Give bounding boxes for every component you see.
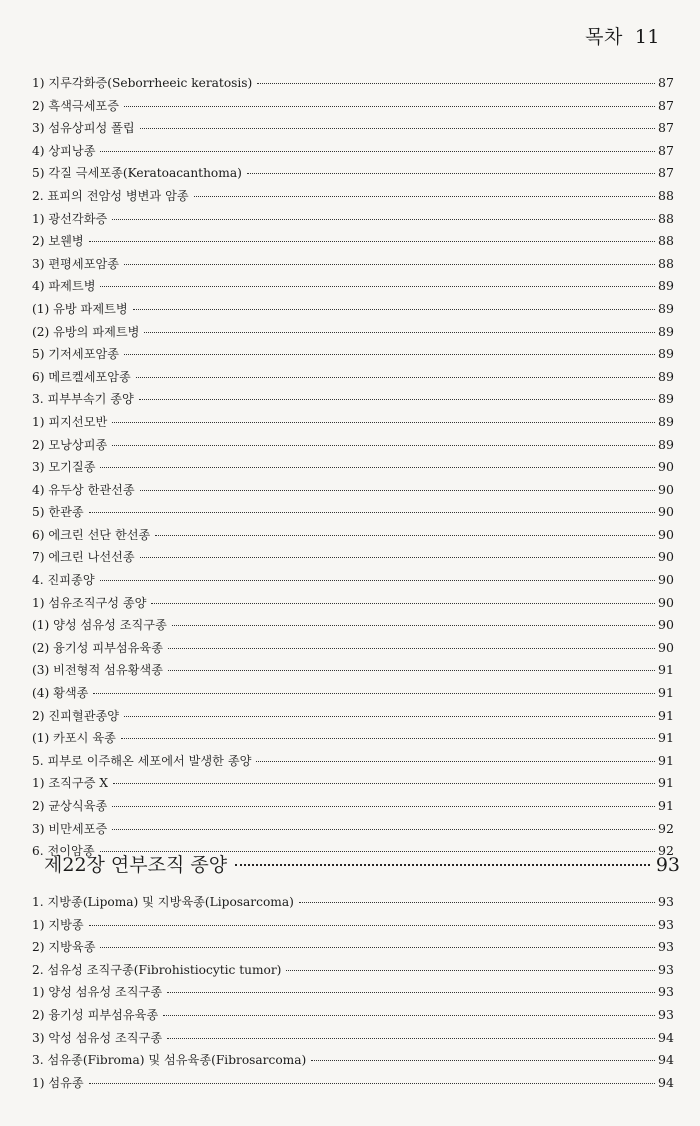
dot-leader: [299, 902, 655, 903]
dot-leader: [112, 806, 655, 807]
dot-leader: [89, 241, 655, 242]
toc-entry-page: 89: [658, 413, 674, 429]
toc-entry: [32, 707, 672, 730]
page-number: 11: [634, 26, 660, 48]
toc-entry: [32, 413, 672, 436]
dot-leader: [136, 377, 655, 378]
toc-entry: [32, 571, 672, 594]
toc-entry-page: 93: [658, 984, 674, 1000]
dot-leader: [112, 445, 655, 446]
toc-entry-page: 87: [658, 120, 674, 136]
toc-entry-page: 91: [658, 752, 674, 768]
toc-entry: [32, 938, 672, 961]
toc-entry-page: 93: [658, 939, 674, 955]
toc-entry-page: 93: [658, 961, 674, 977]
toc-entry-page: 90: [658, 459, 674, 475]
toc-list-bottom: [32, 893, 672, 1096]
toc-entry-title: 3) 악성 섬유성 조직구종: [32, 1030, 163, 1045]
toc-entry-title: 3) 편평세포암종: [32, 256, 120, 271]
toc-entry-title: 4) 상피낭종: [32, 143, 96, 158]
toc-entry: [32, 436, 672, 459]
toc-entry-title: 6) 메르켈세포암종: [32, 369, 131, 384]
dot-leader: [167, 992, 655, 993]
toc-entry: [32, 661, 672, 684]
toc-entry: [32, 729, 672, 752]
toc-entry: [32, 526, 672, 549]
toc-entry-title: 2) 보웬병: [32, 234, 84, 249]
toc-entry-title: 7) 에크린 나선선종: [32, 550, 135, 565]
toc-entry: [32, 797, 672, 820]
toc-entry-page: 89: [658, 436, 674, 452]
toc-entry-title: 2. 표피의 전암성 병변과 암종: [32, 188, 189, 203]
dot-leader: [124, 354, 655, 355]
toc-entry-title: 5) 각질 극세포종(Keratoacanthoma): [32, 166, 242, 181]
dot-leader: [100, 947, 655, 948]
toc-entry: [32, 97, 672, 120]
toc-entry: [32, 74, 672, 97]
toc-entry: [32, 594, 672, 617]
toc-entry: [32, 368, 672, 391]
toc-entry-page: 92: [658, 820, 674, 836]
page-header: [585, 22, 660, 49]
dot-leader: [163, 1015, 655, 1016]
toc-entry-page: 90: [658, 504, 674, 520]
toc-entry-title: 2) 진피혈관종양: [32, 708, 120, 723]
toc-entry-page: 89: [658, 391, 674, 407]
toc-entry: [32, 323, 672, 346]
toc-entry-page: 90: [658, 572, 674, 588]
dot-leader: [113, 783, 655, 784]
toc-entry-title: 3) 모기질종: [32, 460, 96, 475]
dot-leader: [257, 83, 655, 84]
toc-entry-page: 93: [658, 1006, 674, 1022]
toc-entry-title: 1. 지방종(Lipoma) 및 지방육종(Liposarcoma): [32, 895, 294, 909]
toc-entry-title: 2. 섬유성 조직구종(Fibrohistiocytic tumor): [32, 962, 282, 977]
toc-entry: [32, 1006, 672, 1029]
toc-entry-page: 87: [658, 142, 674, 158]
toc-entry: [32, 916, 672, 939]
toc-entry-title: (1) 유방 파제트병: [32, 301, 128, 316]
toc-entry-page: 87: [658, 165, 674, 181]
dot-leader: [140, 557, 655, 558]
dot-leader: [286, 970, 655, 971]
toc-entry-title: 5. 피부로 이주해온 세포에서 발생한 종양: [32, 753, 252, 768]
toc-entry-page: 89: [658, 368, 674, 384]
chapter-heading: [44, 850, 680, 884]
dot-leader: [112, 422, 655, 423]
toc-entry-page: 88: [658, 233, 674, 249]
dot-leader: [121, 738, 655, 739]
dot-leader: [124, 106, 655, 107]
toc-entry: [32, 961, 672, 984]
dot-leader: [172, 625, 655, 626]
toc-entry: [32, 345, 672, 368]
toc-entry-title: (2) 유방의 파제트병: [32, 324, 140, 339]
toc-entry-title: 3) 비만세포증: [32, 821, 108, 836]
toc-entry-title: 1) 섬유종: [32, 1075, 84, 1090]
dot-leader: [93, 693, 655, 694]
toc-entry: [32, 684, 672, 707]
toc-entry: [32, 210, 672, 233]
section-label: 목차: [585, 26, 623, 48]
dot-leader: [155, 535, 655, 536]
toc-entry-page: 87: [658, 97, 674, 113]
dot-leader: [89, 925, 655, 926]
chapter-page: 93: [655, 854, 680, 876]
dot-leader: [140, 490, 655, 491]
toc-entry-page: 87: [658, 75, 674, 90]
dot-leader: [168, 648, 655, 649]
toc-entry: [32, 752, 672, 775]
toc-list-top: [32, 74, 672, 865]
toc-entry-page: 88: [658, 187, 674, 203]
dot-leader: [139, 399, 655, 400]
toc-entry-page: 91: [658, 707, 674, 723]
toc-entry: [32, 458, 672, 481]
toc-entry: [32, 548, 672, 571]
dot-leader: [100, 467, 655, 468]
toc-entry: [32, 277, 672, 300]
toc-entry-page: 91: [658, 775, 674, 791]
toc-entry-title: 1) 광선각화증: [32, 211, 108, 226]
dot-leader: [311, 1060, 655, 1061]
toc-entry-title: 4) 유두상 한관선종: [32, 482, 135, 497]
dot-leader: [194, 196, 655, 197]
toc-entry-page: 93: [658, 894, 674, 909]
toc-entry-title: 3. 피부부속기 종양: [32, 392, 134, 407]
dot-leader: [124, 264, 655, 265]
toc-entry: [32, 481, 672, 504]
toc-entry: [32, 983, 672, 1006]
toc-entry-page: 92: [658, 843, 674, 859]
toc-entry-page: 94: [658, 1052, 674, 1068]
toc-entry-page: 90: [658, 617, 674, 633]
dot-leader: [247, 173, 655, 174]
dot-leader: [112, 219, 655, 220]
dot-leader: [100, 151, 655, 152]
toc-entry-page: 91: [658, 730, 674, 746]
toc-entry: [32, 820, 672, 843]
toc-entry: [32, 503, 672, 526]
toc-entry: [32, 893, 672, 916]
toc-entry-page: 90: [658, 594, 674, 610]
toc-entry: [32, 390, 672, 413]
toc-entry-title: 2) 흑색극세포증: [32, 98, 120, 113]
toc-entry-title: (2) 융기성 피부섬유육종: [32, 640, 163, 655]
toc-entry-title: 2) 융기성 피부섬유육종: [32, 1007, 159, 1022]
toc-entry: [32, 142, 672, 165]
toc-entry-page: 94: [658, 1074, 674, 1090]
toc-entry: [32, 187, 672, 210]
toc-entry-title: (4) 황색종: [32, 686, 89, 701]
toc-entry-title: (3) 비전형적 섬유황색종: [32, 663, 163, 678]
toc-entry-title: 4) 파제트병: [32, 279, 96, 294]
dot-leader: [89, 512, 655, 513]
toc-entry-page: 91: [658, 798, 674, 813]
toc-entry-title: 1) 조직구증 X: [32, 776, 109, 791]
toc-entry-title: 2) 지방육종: [32, 940, 96, 955]
toc-entry-page: 90: [658, 481, 674, 497]
dot-leader: [256, 761, 655, 762]
toc-entry: [32, 616, 672, 639]
dot-leader: [140, 128, 655, 129]
toc-entry-page: 94: [658, 1029, 674, 1045]
dot-leader: [89, 1083, 655, 1084]
toc-entry: [32, 119, 672, 142]
dot-leader: [144, 332, 655, 333]
toc-entry-page: 93: [658, 916, 674, 932]
toc-entry-page: 90: [658, 639, 674, 655]
toc-entry-title: 4. 진피종양: [32, 573, 95, 588]
toc-entry-title: (1) 양성 섬유성 조직구종: [32, 618, 167, 633]
toc-entry: [32, 255, 672, 278]
toc-entry-page: 91: [658, 662, 674, 678]
toc-entry-title: 5) 기저세포암종: [32, 347, 120, 362]
dot-leader: [112, 829, 655, 830]
toc-entry-title: 3) 섬유상피성 폴립: [32, 121, 135, 136]
toc-entry: [32, 232, 672, 255]
toc-entry-title: 5) 한관종: [32, 505, 84, 520]
toc-entry-page: 89: [658, 323, 674, 339]
toc-entry-title: (1) 카포시 육종: [32, 731, 116, 746]
dot-leader: [167, 1038, 655, 1039]
toc-entry-page: 89: [658, 346, 674, 362]
toc-entry-title: 1) 양성 섬유성 조직구종: [32, 985, 163, 1000]
toc-entry: [32, 164, 672, 187]
toc-entry-title: 1) 섬유조직구성 종양: [32, 595, 147, 610]
dot-leader: [168, 670, 655, 671]
toc-entry: [32, 639, 672, 662]
dot-leader: [133, 309, 655, 310]
toc-entry-title: 6. 전이암종: [32, 844, 95, 859]
dot-leader: [235, 864, 650, 866]
toc-entry-title: 1) 피지선모반: [32, 414, 108, 429]
dot-leader: [100, 580, 655, 581]
dot-leader: [124, 716, 655, 717]
chapter-title: 제22장 연부조직 종양: [44, 854, 228, 876]
toc-entry-title: 3. 섬유종(Fibroma) 및 섬유육종(Fibrosarcoma): [32, 1053, 307, 1068]
toc-entry-page: 91: [658, 685, 674, 701]
toc-entry-page: 89: [658, 300, 674, 316]
toc-entry-page: 90: [658, 526, 674, 542]
toc-entry-title: 2) 균상식육종: [32, 799, 108, 813]
toc-entry-page: 90: [658, 549, 674, 565]
toc-entry: [32, 1074, 672, 1097]
toc-entry: [32, 1051, 672, 1074]
dot-leader: [100, 286, 655, 287]
toc-entry-page: 88: [658, 255, 674, 271]
toc-entry: [32, 1029, 672, 1052]
dot-leader: [151, 603, 655, 604]
toc-entry-title: 2) 모낭상피종: [32, 437, 108, 452]
toc-entry: [32, 300, 672, 323]
toc-entry-title: 6) 에크린 선단 한선종: [32, 527, 151, 542]
toc-entry-page: 89: [658, 278, 674, 294]
toc-entry-title: 1) 지루각화증(Seborrheeic keratosis): [32, 76, 253, 90]
toc-entry: [32, 774, 672, 797]
toc-entry-page: 88: [658, 210, 674, 226]
toc-entry-title: 1) 지방종: [32, 917, 84, 932]
